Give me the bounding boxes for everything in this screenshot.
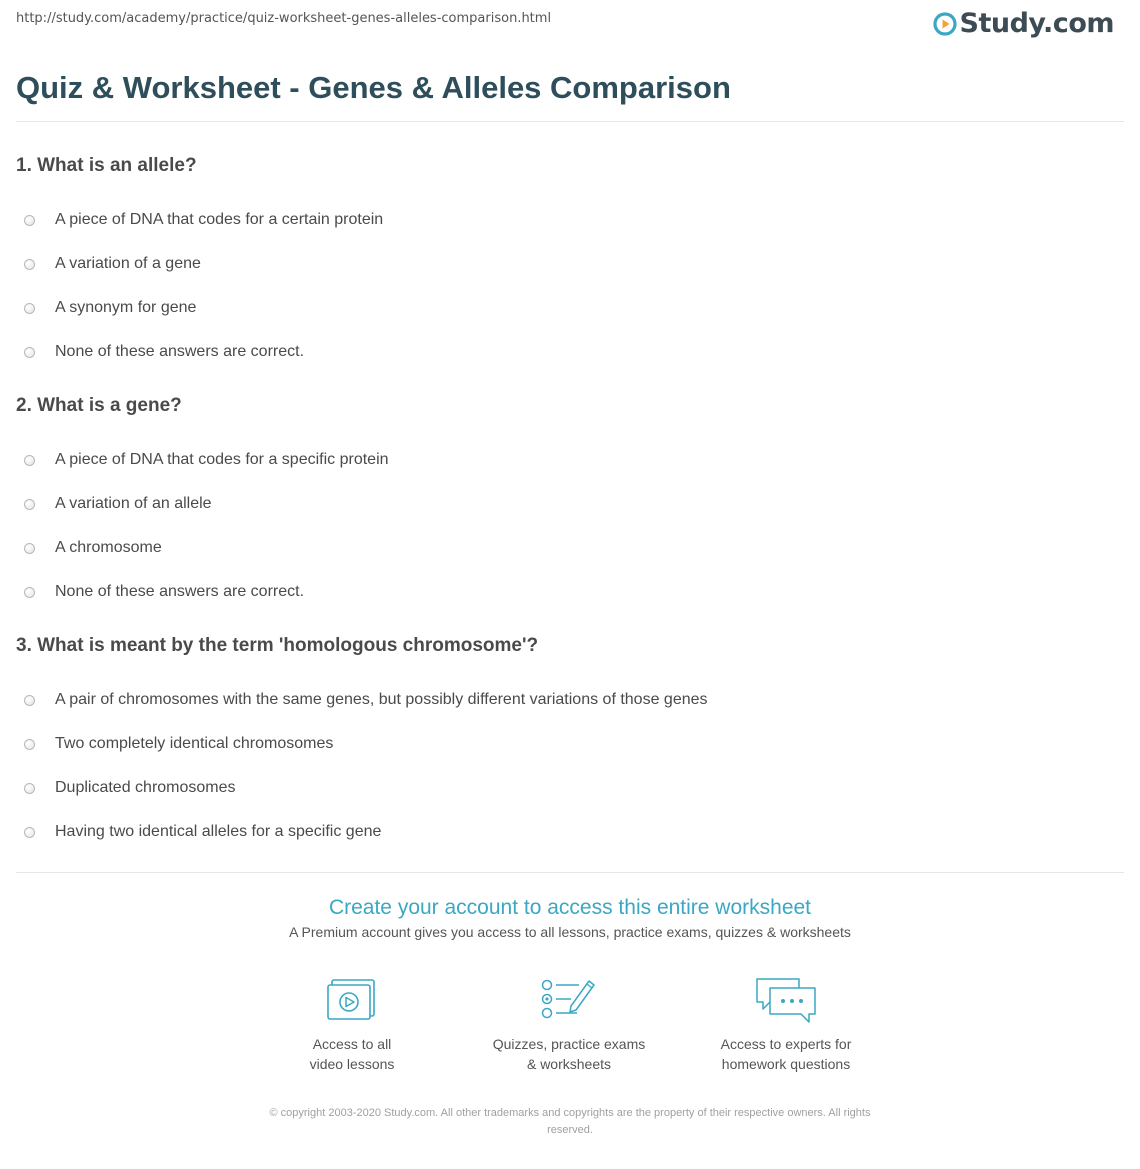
radio-button-icon[interactable] — [24, 587, 35, 598]
answer-option[interactable] — [16, 286, 1116, 330]
video-lessons-icon — [326, 976, 378, 1022]
answer-option[interactable] — [16, 810, 1116, 854]
feature-label-line: homework questions — [721, 1056, 851, 1072]
study-logo[interactable] — [933, 8, 1114, 39]
radio-button-icon[interactable] — [24, 215, 35, 226]
answer-option-label: A variation of an allele — [55, 495, 212, 512]
radio-button-icon[interactable] — [24, 303, 35, 314]
answer-option[interactable] — [16, 482, 1116, 526]
feature-experts — [686, 976, 886, 1074]
copyright-line: reserved. — [547, 1124, 593, 1136]
answer-option[interactable] — [16, 242, 1116, 286]
radio-button-icon[interactable] — [24, 543, 35, 554]
cta-subtitle: A Premium account gives you access to all lessons, practice exams, quizzes & worksheets — [289, 924, 851, 940]
cta-title-link[interactable]: Create your account to access this entire worksheet — [328, 896, 812, 919]
radio-button-icon[interactable] — [24, 827, 35, 838]
radio-button-icon[interactable] — [24, 739, 35, 750]
answer-option[interactable] — [16, 330, 1116, 374]
answer-options — [16, 438, 1116, 614]
feature-label-line: & worksheets — [526, 1056, 612, 1072]
answer-option-label: A piece of DNA that codes for a specific protein — [55, 451, 389, 468]
quiz-checklist-icon — [541, 976, 597, 1022]
answer-option-label: Duplicated chromosomes — [55, 779, 236, 796]
answer-option[interactable] — [16, 722, 1116, 766]
radio-button-icon[interactable] — [24, 455, 35, 466]
radio-button-icon[interactable] — [24, 783, 35, 794]
answer-option[interactable] — [16, 438, 1116, 482]
feature-quizzes — [469, 976, 669, 1074]
answer-option-label: None of these answers are correct. — [55, 583, 305, 600]
feature-label-line: Access to all — [312, 1036, 392, 1052]
signup-cta — [0, 896, 1140, 940]
feature-video-lessons — [252, 976, 452, 1074]
answer-option[interactable] — [16, 570, 1116, 614]
answer-option-label: Two completely identical chromosomes — [55, 735, 334, 752]
feature-label-line: Quizzes, practice exams — [492, 1036, 646, 1052]
answer-option-label: A chromosome — [55, 539, 162, 556]
question-title: 3. What is meant by the term 'homologous chromosome'? — [16, 635, 539, 656]
section-divider — [16, 872, 1124, 873]
feature-label-line: video lessons — [309, 1056, 395, 1072]
answer-option-label: A variation of a gene — [55, 255, 201, 272]
answer-option[interactable] — [16, 766, 1116, 810]
answer-option-label: Having two identical alleles for a specific gene — [55, 823, 382, 840]
radio-button-icon[interactable] — [24, 695, 35, 706]
question-1 — [16, 155, 1116, 374]
title-divider — [16, 121, 1124, 122]
question-3 — [16, 635, 1116, 854]
answer-option[interactable] — [16, 526, 1116, 570]
radio-button-icon[interactable] — [24, 347, 35, 358]
chat-bubbles-icon — [754, 976, 818, 1028]
answer-option-label: A pair of chromosomes with the same genes, but possibly different variations of those genes — [55, 691, 708, 708]
answer-option-label: A synonym for gene — [55, 299, 197, 316]
page-title: Quiz & Worksheet - Genes & Alleles Comparison — [16, 70, 731, 105]
question-title: 2. What is a gene? — [16, 395, 182, 416]
question-2 — [16, 395, 1116, 614]
answer-option[interactable] — [16, 198, 1116, 242]
copyright-line: © copyright 2003-2020 Study.com. All other trademarks and copyrights are the property of their respective owners. All rights — [269, 1107, 871, 1119]
answer-option[interactable] — [16, 678, 1116, 722]
logo-text: Study.com — [959, 8, 1114, 39]
page-url: http://study.com/academy/practice/quiz-worksheet-genes-alleles-comparison.html — [16, 11, 552, 26]
question-title: 1. What is an allele? — [16, 155, 197, 176]
answer-options — [16, 678, 1116, 854]
answer-option-label: None of these answers are correct. — [55, 343, 305, 360]
play-logo-icon — [933, 12, 957, 36]
copyright-notice — [210, 1105, 930, 1139]
radio-button-icon[interactable] — [24, 259, 35, 270]
answer-option-label: A piece of DNA that codes for a certain protein — [55, 211, 384, 228]
radio-button-icon[interactable] — [24, 499, 35, 510]
answer-options — [16, 198, 1116, 374]
feature-label-line: Access to experts for — [720, 1036, 852, 1052]
